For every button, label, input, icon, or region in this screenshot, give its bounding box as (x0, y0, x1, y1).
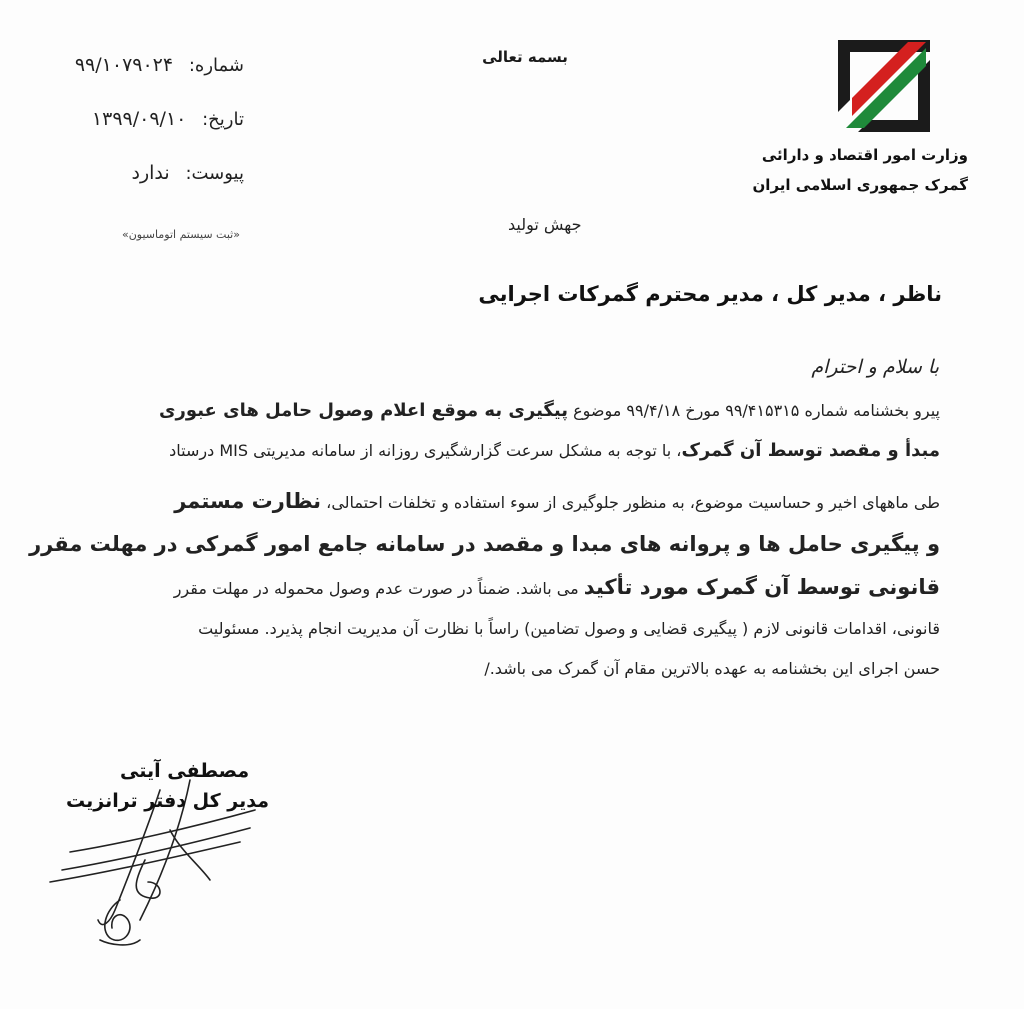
date-label: تاریخ: (202, 109, 244, 130)
body-line-3-text: طی ماههای اخیر و حساسیت موضوع، به منظور جلوگیری از سوء استفاده و تخلفات احتمالی، (321, 493, 940, 512)
body-line-1-text: پیرو بخشنامه شماره ۹۹/۴۱۵۳۱۵ مورخ ۹۹/۴/۱۸ موضوع (568, 401, 940, 420)
customs-logo-icon (838, 40, 930, 132)
attachment-label: پیوست: (185, 163, 244, 184)
number-label: شماره: (188, 55, 244, 76)
body-line-7: حسن اجرای این بخشنامه به عهده بالاترین مقام آن گمرک می باشد./ (484, 659, 940, 678)
org-ministry: وزارت امور اقتصاد و دارائی (761, 146, 968, 164)
letter-number (75, 54, 244, 76)
body-line-2 (169, 440, 940, 461)
signer-title: مدیر کل دفتر ترانزیت (66, 790, 269, 812)
addressee: ناظر ، مدیر کل ، مدیر محترم گمرکات اجرایی (478, 282, 942, 306)
body-line-6: قانونی، اقدامات قانونی لازم ( پیگیری قضایی و وصول تضامین) راساً با نظارت آن مدیریت انجام پذیرد. مسئولیت (198, 619, 940, 638)
letter-attachment (132, 162, 244, 184)
body-line-5-bold: قانونی توسط آن گمرک مورد تأکید (583, 575, 940, 599)
body-line-5 (174, 575, 940, 599)
org-customs: گمرک جمهوری اسلامی ایران (752, 176, 968, 194)
number-value: ۹۹/۱۰۷۹۰۲۴ (74, 54, 174, 76)
body-line-5-text: می باشد. ضمناً در صورت عدم وصول محموله در مهلت مقرر (173, 579, 584, 598)
date-value: ۱۳۹۹/۰۹/۱۰ (91, 108, 187, 130)
greeting: با سلام و احترام (811, 356, 939, 378)
attachment-value: ندارد (131, 162, 170, 184)
body-line-4 (29, 532, 940, 556)
body-line-1-bold: پیگیری به موقع اعلام وصول حامل های عبوری (159, 400, 568, 421)
body-line-1 (159, 400, 940, 421)
basmala: بسمه تعالی (482, 48, 568, 66)
signer-name: مصطفی آیتی (120, 760, 250, 782)
body-line-2-text: ، با توجه به مشکل سرعت گزارشگیری روزانه از سامانه مدیریتی MIS درستاد (169, 441, 682, 460)
body-line-2-bold: مبدأ و مقصد توسط آن گمرک (681, 440, 940, 461)
slogan: جهش تولید (508, 215, 582, 234)
body-line-3 (174, 489, 940, 513)
body-line-4-bold: و پیگیری حامل ها و پروانه های مبدا و مقصد در سامانه جامع امور گمرکی در مهلت مقرر (29, 532, 940, 556)
body-line-3-bold: نظارت مستمر (174, 489, 322, 513)
letter-date (92, 108, 244, 130)
automation-note: «ثبت سیستم اتوماسیون» (122, 228, 240, 241)
